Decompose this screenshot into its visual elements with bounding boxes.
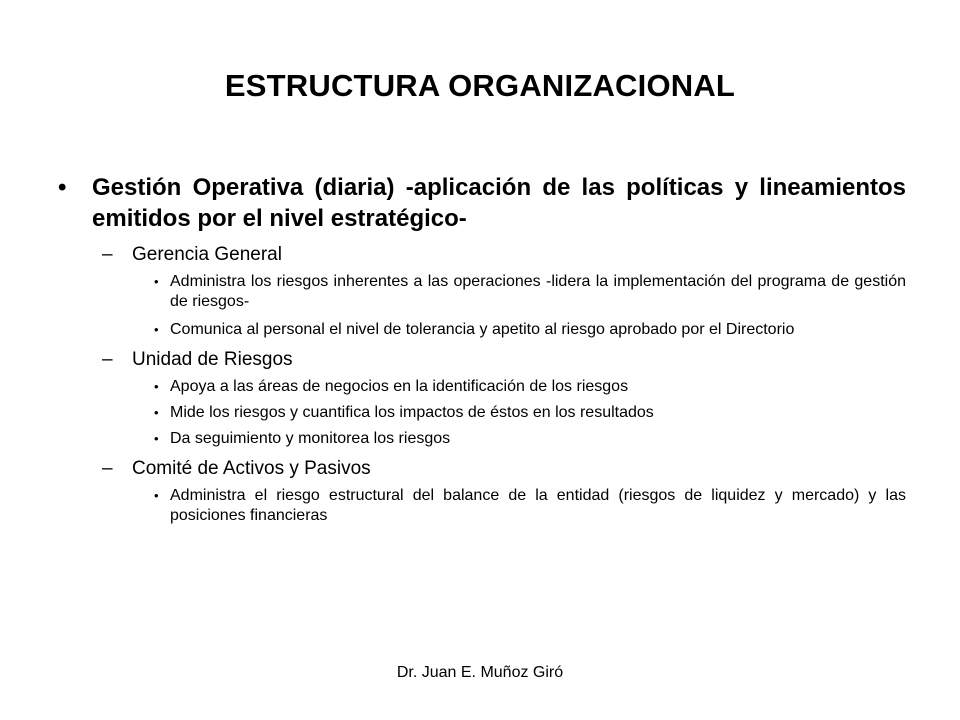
list-item-text: Mide los riesgos y cuantifica los impactos de éstos en los resultados: [170, 404, 654, 421]
section-gerencia-general: [102, 243, 906, 267]
main-bullet-text: Gestión Operativa (diaria) -aplicación de las políticas y lineamientos emitidos por el nivel estratégico-: [92, 174, 906, 232]
list-item: [154, 272, 906, 312]
dash-icon: –: [102, 349, 113, 370]
list-item: [154, 320, 906, 340]
list-item: [154, 429, 906, 449]
section-comite-de-activos-y-pasivos: [102, 457, 906, 481]
list-item-text: Comunica al personal el nivel de tolerancia y apetito al riesgo aprobado por el Directorio: [170, 321, 795, 338]
main-bullet: [58, 172, 906, 234]
dash-icon: –: [102, 458, 113, 479]
slide-content: [58, 172, 906, 526]
bullet-icon: •: [58, 174, 67, 201]
bullet-icon: •: [154, 379, 159, 394]
list-item: [154, 486, 906, 526]
section-heading: Gerencia General: [132, 244, 282, 265]
dash-icon: –: [102, 244, 113, 265]
slide-title: ESTRUCTURA ORGANIZACIONAL: [224, 68, 736, 103]
bullet-icon: •: [154, 274, 159, 289]
section-heading: Comité de Activos y Pasivos: [132, 458, 371, 479]
list-item: [154, 377, 906, 397]
section-unidad-de-riesgos: [102, 348, 906, 372]
bullet-icon: •: [154, 405, 159, 420]
bullet-icon: •: [154, 488, 159, 503]
bullet-icon: •: [154, 431, 159, 446]
slide-footer: Dr. Juan E. Muñoz Giró: [396, 664, 564, 681]
list-item: [154, 403, 906, 423]
bullet-icon: •: [154, 322, 159, 337]
section-heading: Unidad de Riesgos: [132, 349, 293, 370]
list-item-text: Apoya a las áreas de negocios en la identificación de los riesgos: [170, 378, 629, 395]
list-item-text: Administra los riesgos inherentes a las operaciones -lidera la implementación del programa de gestión de riesgos-: [170, 273, 906, 310]
list-item-text: Administra el riesgo estructural del balance de la entidad (riesgos de liquidez y mercado) y las posiciones financieras: [170, 487, 906, 524]
list-item-text: Da seguimiento y monitorea los riesgos: [170, 430, 451, 447]
